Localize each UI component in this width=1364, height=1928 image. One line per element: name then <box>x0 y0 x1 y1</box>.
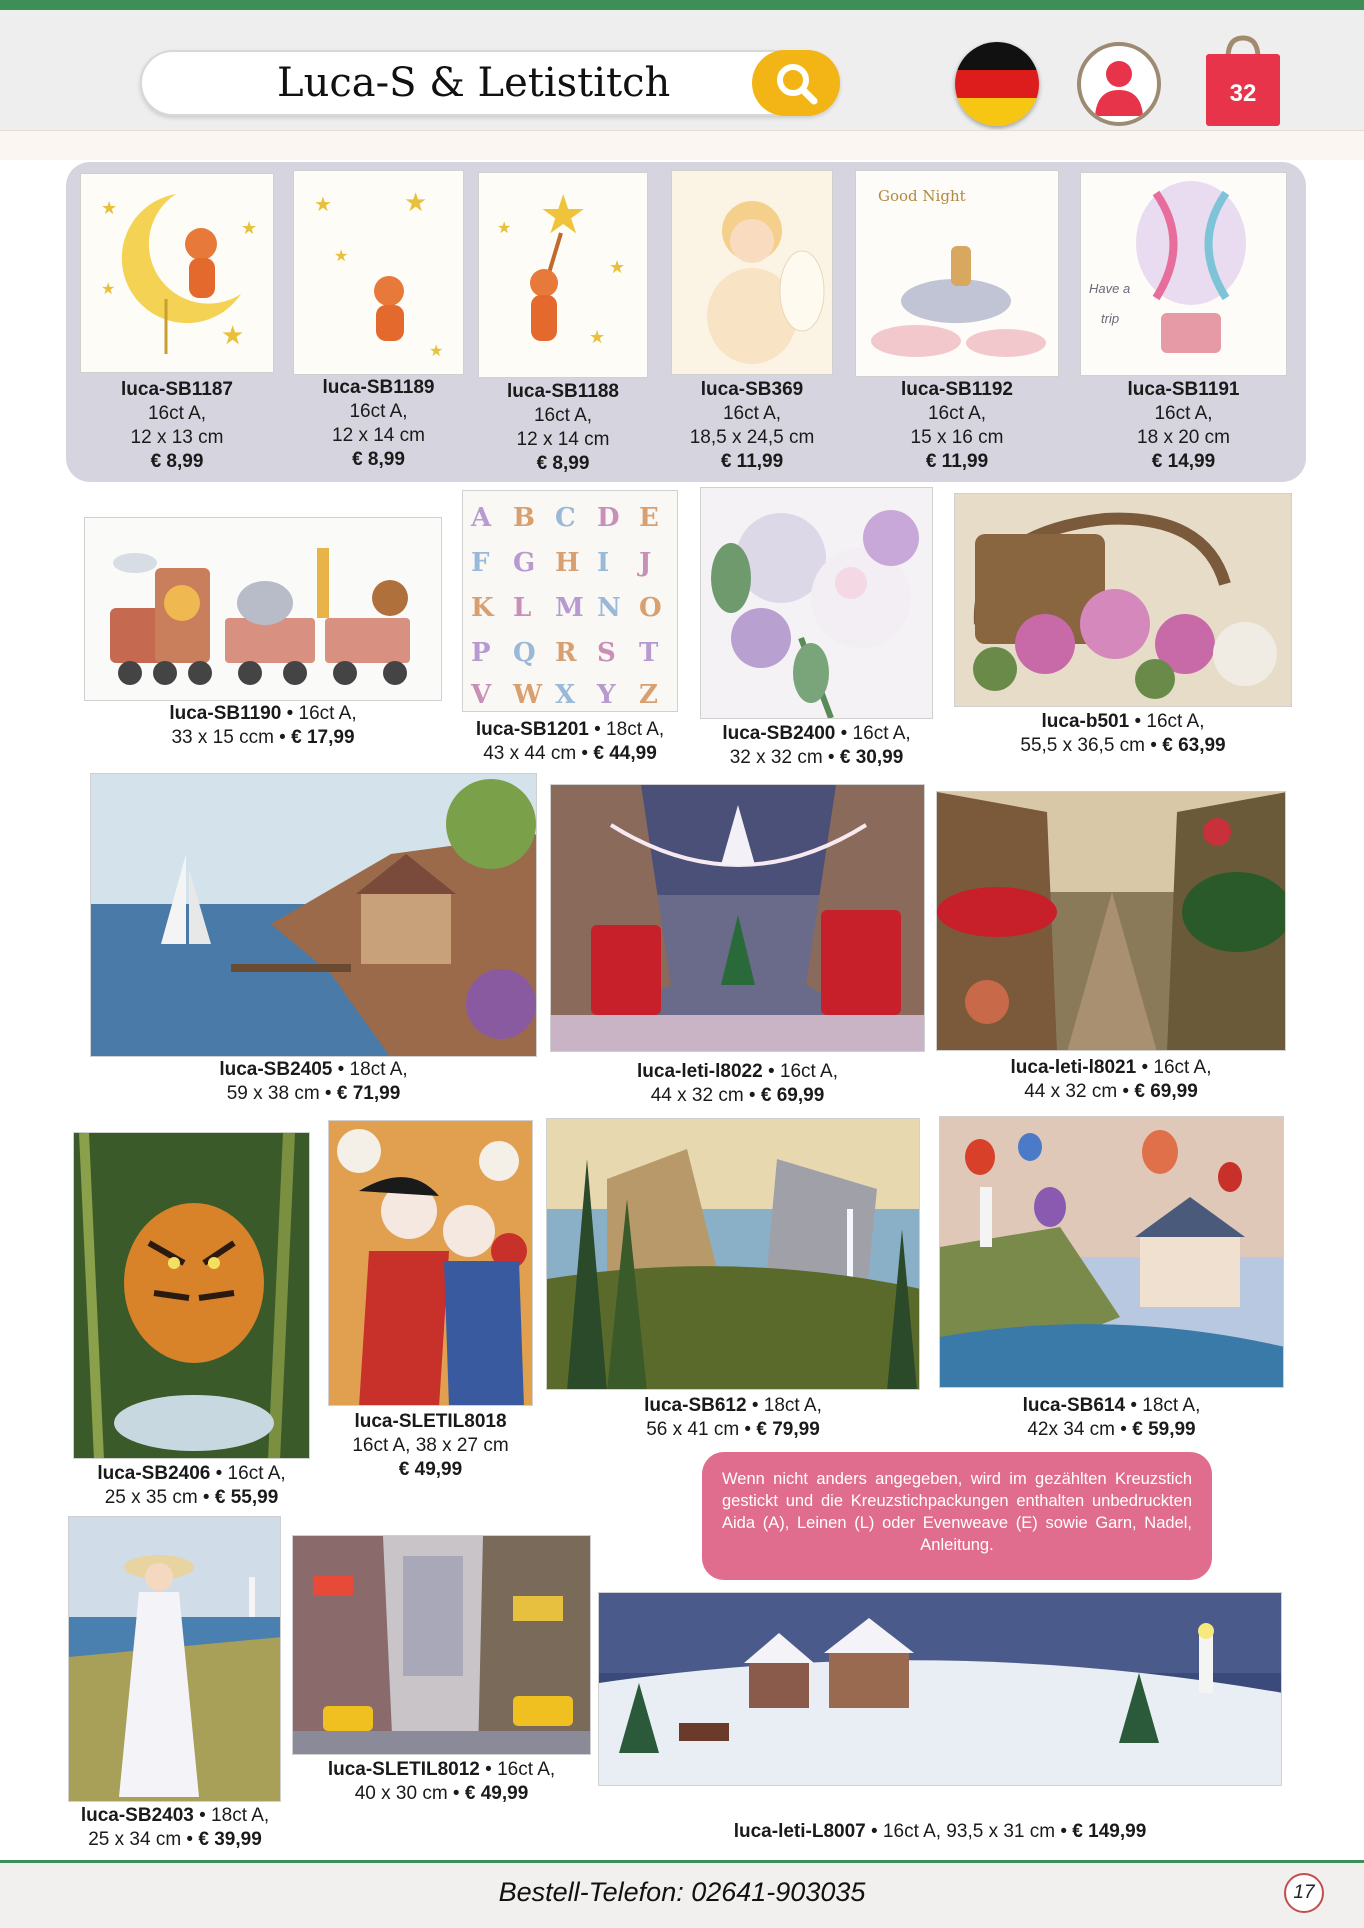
fox-star-pattern-image <box>479 173 648 378</box>
header-bar <box>0 10 1364 130</box>
product-image <box>954 493 1292 707</box>
svg-text:N: N <box>597 593 621 623</box>
product-spec: 16ct A, <box>349 401 408 422</box>
svg-text:S: S <box>597 638 616 668</box>
yosemite-valley-pattern-image <box>547 1119 920 1390</box>
product-size: 12 x 13 cm <box>130 427 224 448</box>
svg-text:H: H <box>555 548 580 578</box>
product-size: 32 x 32 cm • <box>729 747 835 768</box>
svg-text:P: P <box>471 638 491 668</box>
svg-text:Z: Z <box>639 680 658 710</box>
svg-text:D: D <box>597 503 620 533</box>
product-image <box>73 1132 310 1459</box>
svg-text:Good Night: Good Night <box>878 187 966 205</box>
svg-text:I: I <box>597 548 610 578</box>
product-price: € 59,99 <box>1132 1419 1196 1440</box>
product-size: 42x 34 cm • <box>1027 1419 1127 1440</box>
svg-text:L: L <box>513 593 532 623</box>
product-size: 25 x 34 cm • <box>88 1829 194 1850</box>
product-spec: • 16ct A, <box>286 703 357 724</box>
product-image <box>90 773 537 1057</box>
product-image <box>598 1592 1282 1786</box>
svg-text:★: ★ <box>404 187 428 217</box>
info-note-box: Wenn nicht anders angegeben, wird im gezählten Kreuzstich gestickt und die Kreuzstichpackungen enthalten unbedruckten Aida (A), Leinen (L) oder Evenweave (E) sowie Garn, Nadel, Anleitung. <box>702 1452 1212 1580</box>
product-price: € 14,99 <box>1151 451 1216 472</box>
product-spec: 16ct A, <box>533 405 593 426</box>
svg-text:★: ★ <box>241 218 258 238</box>
sub-header-strip <box>0 130 1364 160</box>
good-night-moon-pattern-image <box>856 171 1059 377</box>
svg-text:★: ★ <box>429 343 444 360</box>
product-image <box>293 170 464 375</box>
svg-text:A: A <box>471 503 492 533</box>
product-size: 33 x 15 ccm • <box>171 727 286 748</box>
product-image <box>546 1118 920 1390</box>
product-image <box>1080 172 1287 376</box>
top-accent-bar <box>0 0 1364 10</box>
balloon-coast-pattern-image <box>940 1117 1284 1388</box>
product-spec: 16ct A, <box>147 403 207 424</box>
product-size: 56 x 41 cm • <box>646 1419 752 1440</box>
product-spec: • 16ct A, <box>1134 711 1205 732</box>
svg-text:Q: Q <box>513 638 536 668</box>
star-moon-fox-pattern-image <box>294 171 464 375</box>
svg-text:★: ★ <box>101 198 118 218</box>
street-cafe-pattern-image <box>937 792 1286 1051</box>
product-image <box>84 517 442 701</box>
product-spec: • 18ct A, <box>594 719 665 740</box>
product-code: luca-SB2400 <box>722 723 836 744</box>
product-image <box>671 170 833 375</box>
product-price: € 71,99 <box>336 1083 401 1104</box>
product-code: luca-SB612 <box>644 1395 747 1416</box>
product-spec: • 16ct A, <box>215 1463 286 1484</box>
product-size: 59 x 38 cm • <box>226 1083 332 1104</box>
product-price: € 39,99 <box>198 1829 262 1850</box>
product-image <box>550 784 925 1052</box>
svg-text:F: F <box>471 548 490 578</box>
product-spec: 16ct A, <box>927 403 987 424</box>
product-code: luca-SB2406 <box>97 1463 211 1484</box>
product-spec: • 16ct A, 93,5 x 31 cm • <box>871 1821 1068 1842</box>
product-price: € 79,99 <box>756 1419 820 1440</box>
product-size: 40 x 30 cm • <box>354 1783 460 1804</box>
product-code: luca-leti-L8007 <box>733 1821 866 1842</box>
product-image <box>939 1116 1284 1388</box>
product-spec: 16ct A, <box>722 403 782 424</box>
svg-text:J: J <box>639 548 652 578</box>
lady-by-sea-pattern-image <box>69 1517 281 1802</box>
product-spec: 16ct A, 38 x 27 cm <box>352 1435 509 1456</box>
product-price: € 49,99 <box>398 1459 463 1480</box>
product-spec: • 16ct A, <box>767 1061 838 1082</box>
product-size: 18 x 20 cm <box>1137 427 1230 448</box>
product-code: luca-SB1192 <box>901 379 1013 400</box>
svg-text:Y: Y <box>597 680 616 710</box>
christmas-street-london-pattern-image <box>551 785 925 1052</box>
cart-button[interactable] <box>1204 32 1282 128</box>
product-spec: • 18ct A, <box>751 1395 822 1416</box>
product-price: € 8,99 <box>536 453 590 474</box>
product-spec: • 18ct A, <box>337 1059 408 1080</box>
product-price: € 8,99 <box>352 449 405 470</box>
svg-text:★: ★ <box>609 257 626 277</box>
product-size: 25 x 35 cm • <box>104 1487 210 1508</box>
moon-fox-pattern-image <box>81 174 274 373</box>
product-code: luca-SB2405 <box>219 1059 333 1080</box>
product-spec: • 16ct A, <box>1141 1057 1212 1078</box>
hot-air-balloon-pattern-image <box>1081 173 1287 376</box>
svg-text:★: ★ <box>539 185 588 245</box>
product-code: luca-SLETIL8012 <box>327 1759 480 1780</box>
product-price: € 49,99 <box>464 1783 529 1804</box>
product-code: luca-SB369 <box>700 379 804 400</box>
svg-text:G: G <box>513 548 536 578</box>
lilac-basket-pattern-image <box>955 494 1292 707</box>
search-button[interactable] <box>752 50 840 116</box>
search-bar[interactable] <box>140 50 840 116</box>
geisha-pattern-image <box>329 1121 533 1406</box>
svg-text:★: ★ <box>334 248 349 265</box>
product-size: 15 x 16 cm <box>910 427 1004 448</box>
svg-text:★: ★ <box>314 194 332 216</box>
product-code: luca-SB614 <box>1022 1395 1126 1416</box>
times-square-pattern-image <box>293 1536 591 1755</box>
svg-text:Have a: Have a <box>1089 281 1131 296</box>
svg-text:M: M <box>555 593 584 623</box>
product-code: luca-b501 <box>1041 711 1130 732</box>
angel-baby-pattern-image <box>672 171 833 375</box>
svg-text:V: V <box>471 680 492 710</box>
winter-village-panorama-pattern-image <box>599 1593 1282 1786</box>
product-image <box>478 172 648 378</box>
product-image <box>700 487 933 719</box>
svg-text:X: X <box>555 680 576 710</box>
product-price: € 30,99 <box>839 747 904 768</box>
product-price: € 63,99 <box>1162 735 1226 756</box>
product-image <box>328 1120 533 1406</box>
user-icon <box>1081 46 1157 122</box>
svg-text:W: W <box>513 680 543 710</box>
user-account-button[interactable] <box>1077 42 1161 126</box>
svg-text:★: ★ <box>221 320 245 350</box>
product-spec: • 18ct A, <box>199 1805 270 1826</box>
product-spec: • 18ct A, <box>1130 1395 1201 1416</box>
svg-text:O: O <box>639 593 662 623</box>
search-title: Luca-S & Letistitch <box>277 60 671 106</box>
page-number: 17 <box>1284 1873 1324 1913</box>
harbor-village-pattern-image <box>91 774 537 1057</box>
product-code: luca-SB2403 <box>80 1805 194 1826</box>
product-price: € 69,99 <box>1134 1081 1198 1102</box>
product-spec: • 16ct A, <box>840 723 911 744</box>
product-image <box>292 1535 591 1755</box>
product-spec: • 16ct A, <box>485 1759 556 1780</box>
peony-flowers-pattern-image <box>701 488 933 719</box>
product-image <box>936 791 1286 1051</box>
product-image <box>855 170 1059 377</box>
product-code: luca-SB1190 <box>169 703 282 724</box>
svg-text:K: K <box>471 593 494 623</box>
animal-train-pattern-image <box>85 518 442 701</box>
product-code: luca-leti-l8021 <box>1010 1057 1137 1078</box>
product-code: luca-SLETIL8018 <box>354 1411 507 1432</box>
german-flag-icon[interactable] <box>955 42 1039 126</box>
order-phone: Bestell-Telefon: 02641-903035 <box>498 1877 866 1907</box>
alphabet-bears-pattern-image <box>463 491 678 712</box>
product-price: € 17,99 <box>291 727 355 748</box>
tiger-jungle-pattern-image <box>74 1133 310 1459</box>
product-code: luca-SB1191 <box>1127 379 1240 400</box>
search-icon <box>773 60 819 106</box>
svg-text:T: T <box>639 638 659 668</box>
product-size: 55,5 x 36,5 cm • <box>1020 735 1157 756</box>
product-size: 12 x 14 cm <box>516 429 610 450</box>
product-price: € 149,99 <box>1072 1821 1147 1842</box>
svg-text:C: C <box>555 503 576 533</box>
product-size: 18,5 x 24,5 cm <box>689 427 815 448</box>
svg-text:E: E <box>639 503 659 533</box>
product-code: luca-SB1188 <box>507 381 619 402</box>
product-image <box>462 490 678 712</box>
svg-text:B: B <box>513 503 535 533</box>
product-price: € 69,99 <box>760 1085 825 1106</box>
product-price: € 8,99 <box>150 451 204 472</box>
product-image <box>68 1516 281 1802</box>
svg-text:R: R <box>555 638 577 668</box>
svg-text:★: ★ <box>497 220 512 237</box>
footer-bar <box>0 1860 1364 1928</box>
product-code: luca-SB1201 <box>475 719 589 740</box>
product-price: € 11,99 <box>925 451 989 472</box>
svg-text:★: ★ <box>589 327 606 347</box>
product-price: € 11,99 <box>720 451 784 472</box>
svg-text:★: ★ <box>101 281 116 298</box>
product-image <box>80 173 274 373</box>
product-spec: 16ct A, <box>1154 403 1213 424</box>
product-code: luca-SB1189 <box>322 377 435 398</box>
product-size: 12 x 14 cm <box>332 425 425 446</box>
product-size: 43 x 44 cm • <box>483 743 589 764</box>
svg-text:trip: trip <box>1101 311 1120 326</box>
product-size: 44 x 32 cm • <box>650 1085 756 1106</box>
product-code: luca-SB1187 <box>121 379 233 400</box>
product-code: luca-leti-l8022 <box>637 1061 763 1082</box>
product-size: 44 x 32 cm • <box>1024 1081 1130 1102</box>
product-price: € 55,99 <box>214 1487 279 1508</box>
cart-count-badge: 32 <box>1229 80 1257 107</box>
product-price: € 44,99 <box>593 743 657 764</box>
